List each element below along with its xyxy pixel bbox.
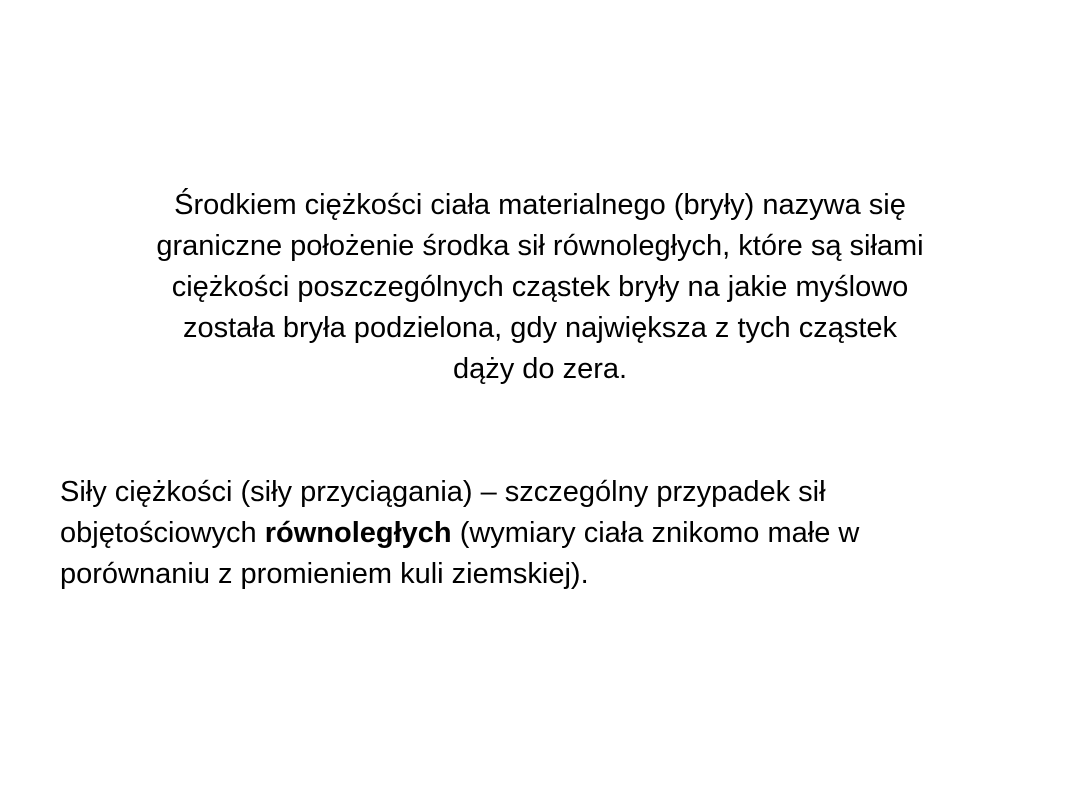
note-line-3: porównaniu z promieniem kuli ziemskiej). <box>60 558 589 590</box>
definition-line-2: graniczne położenie środka sił równoległych, które są siłami <box>156 230 924 262</box>
gravity-forces-note <box>60 472 1050 595</box>
note-line-2-end: (wymiary ciała znikomo małe w <box>451 517 860 549</box>
definition-line-3: ciężkości poszczególnych cząstek bryły na jakie myślowo <box>171 271 909 303</box>
note-line-2 <box>60 513 1050 554</box>
definition-line-4: została bryła podzielona, gdy największa z tych cząstek <box>182 312 898 344</box>
definition-line-1: Środkiem ciężkości ciała materialnego (bryły) nazywa się <box>174 189 906 221</box>
definition-line-5: dąży do zera. <box>452 353 628 385</box>
center-of-gravity-definition <box>50 185 1030 390</box>
note-line-1: Siły ciężkości (siły przyciągania) – szczególny przypadek sił <box>60 476 826 508</box>
note-emphasis-parallel: równoległych <box>264 517 452 549</box>
note-line-2-start: objętościowych <box>60 517 265 549</box>
